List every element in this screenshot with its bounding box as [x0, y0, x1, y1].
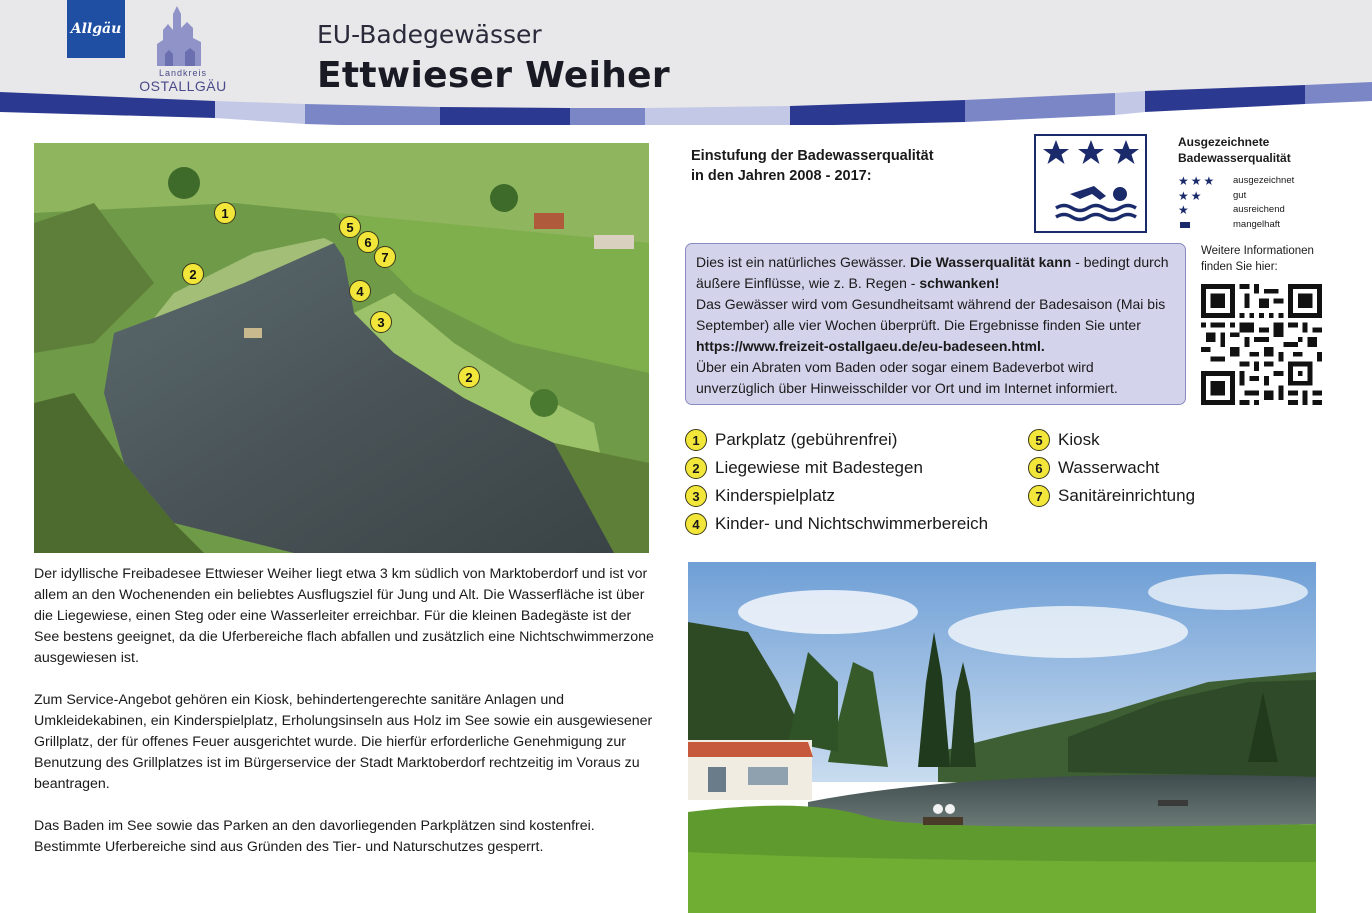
poi-item	[685, 512, 988, 540]
info-text: - bedingt durch äußere Einflüsse, wie z. B. Regen -	[696, 254, 1169, 291]
aerial-marker: 4	[349, 280, 371, 302]
legend-row	[1178, 174, 1358, 189]
description-paragraph: Der idyllische Freibadesee Ettwieser Weiher liegt etwa 3 km südlich von Marktoberdorf und ist vor allem an den Wochenenden ein beliebtes Ausflugsziel für Jung und Alt. Die Wasserfläche ist über die Liegewiese, einen Steg oder eine Wasserleiter erreichbar. Für die kleinen Badegäste ist der See bestens geeignet, da die Uferbereiche flach abfallen und zusätzlich eine Nichtschwimmerzone ausgewiesen ist.	[34, 566, 654, 666]
poi-label: Liegewiese mit Badestegen	[715, 458, 923, 477]
poi-number: 6	[1028, 457, 1050, 479]
legend-label: mangelhaft	[1233, 218, 1281, 230]
poi-list-right	[1028, 428, 1195, 512]
info-text-bold: Die Wasserqualität kann	[909, 254, 1072, 270]
legend-label: ausgezeichnet	[1233, 175, 1295, 186]
rating-heading-line1: Einstufung der Badewasserqualität	[691, 148, 934, 164]
info-text: Das Gewässer wird vom Gesundheitsamt während der Badesaison (Mai bis September) alle vier Wochen überprüft. Die Ergebnisse finden Sie unter	[696, 296, 1166, 333]
legend-row	[1178, 203, 1358, 218]
lake-photo	[688, 562, 1316, 913]
rating-legend	[1178, 134, 1358, 232]
page-subtitle: EU-Badegewässer	[317, 20, 542, 49]
aerial-photo	[34, 143, 649, 553]
legend-row	[1178, 189, 1358, 204]
rating-heading-line2: in den Jahren 2008 - 2017:	[691, 168, 872, 184]
aerial-marker: 6	[357, 231, 379, 253]
more-info-label	[1201, 243, 1351, 275]
aerial-marker: 5	[339, 216, 361, 238]
legend-label: ausreichend	[1233, 204, 1285, 215]
aerial-marker: 2	[458, 366, 480, 388]
poi-list-left	[685, 428, 988, 540]
landkreis-line1: Landkreis	[158, 68, 208, 78]
legend-row	[1178, 218, 1358, 233]
aerial-marker: 1	[214, 202, 236, 224]
qr-code-icon[interactable]	[1201, 284, 1322, 405]
star-icon: ★★★	[1178, 174, 1217, 188]
legend-title-line1: Ausgezeichnete	[1178, 135, 1270, 149]
aerial-marker: 2	[182, 263, 204, 285]
poi-number: 5	[1028, 429, 1050, 451]
poi-item	[1028, 484, 1195, 512]
legend-title-line2: Badewasserqualität	[1178, 151, 1291, 165]
landkreis-line2: OSTALLGÄU	[139, 78, 227, 94]
more-info-line2: finden Sie hier:	[1201, 261, 1278, 273]
poi-label: Wasserwacht	[1058, 458, 1160, 477]
allgaeu-logo: Allgäu	[67, 0, 125, 58]
poi-item	[685, 484, 988, 512]
page-title: Ettwieser Weiher	[317, 55, 670, 96]
header	[0, 0, 1372, 125]
poi-number: 7	[1028, 485, 1050, 507]
poi-number: 4	[685, 513, 707, 535]
legend-label: gut	[1233, 189, 1247, 201]
landkreis-label	[137, 68, 229, 94]
info-text-bold: schwanken!	[919, 275, 1000, 291]
poi-label: Kiosk	[1058, 430, 1100, 449]
lake-photo-illustration	[688, 562, 1316, 913]
info-link[interactable]: https://www.freizeit-ostallgaeu.de/eu-badeseen.html.	[696, 338, 1045, 354]
poi-label: Parkplatz (gebührenfrei)	[715, 430, 898, 449]
aerial-marker: 3	[370, 311, 392, 333]
quality-rating-badge	[1034, 134, 1147, 233]
poi-number: 1	[685, 429, 707, 451]
more-info-line1: Weitere Informationen	[1201, 245, 1314, 257]
poi-item	[685, 428, 988, 456]
info-box	[685, 243, 1186, 405]
description-paragraph: Das Baden im See sowie das Parken an den davorliegenden Parkplätzen sind kostenfrei. Bestimmte Uferbereiche sind aus Gründen des Tier- und Naturschutzes gesperrt.	[34, 818, 595, 855]
poi-number: 2	[685, 457, 707, 479]
poi-number: 3	[685, 485, 707, 507]
star-icon: ★	[1178, 203, 1191, 217]
info-text: Über ein Abraten vom Baden oder sogar einem Badeverbot wird unverzüglich über Hinweisschilder vor Ort und im Internet informiert.	[696, 359, 1118, 396]
poi-label: Sanitäreinrichtung	[1058, 486, 1196, 505]
rating-heading	[691, 146, 934, 186]
poi-item	[685, 456, 988, 484]
swimmer-three-stars-icon	[1036, 136, 1145, 231]
poi-label: Kinder- und Nichtschwimmerbereich	[715, 514, 989, 533]
aerial-photo-illustration	[34, 143, 649, 553]
poi-label: Kinderspielplatz	[715, 486, 836, 505]
square-icon	[1180, 222, 1190, 228]
star-icon: ★★	[1178, 188, 1204, 203]
poi-item	[1028, 456, 1195, 484]
info-text: Dies ist ein natürliches Gewässer.	[696, 254, 910, 270]
aerial-marker: 7	[374, 246, 396, 268]
legend-title	[1178, 134, 1358, 166]
description-paragraph: Zum Service-Angebot gehören ein Kiosk, behindertengerechte sanitäre Anlagen und Umkleidekabinen, ein Kinderspielplatz, Erholungsinseln aus Holz im See sowie ein ausgewiesener Grillplatz, der für offenes Feuer ausgerichtet wurde. Die hierfür erforderliche Genehmigung zur Benutzung des Grillplatzes ist im Bürgerservice der Stadt Marktoberdorf rechtzeitig im Voraus zu beantragen.	[34, 692, 653, 792]
poi-item	[1028, 428, 1195, 456]
description-text	[34, 564, 654, 879]
